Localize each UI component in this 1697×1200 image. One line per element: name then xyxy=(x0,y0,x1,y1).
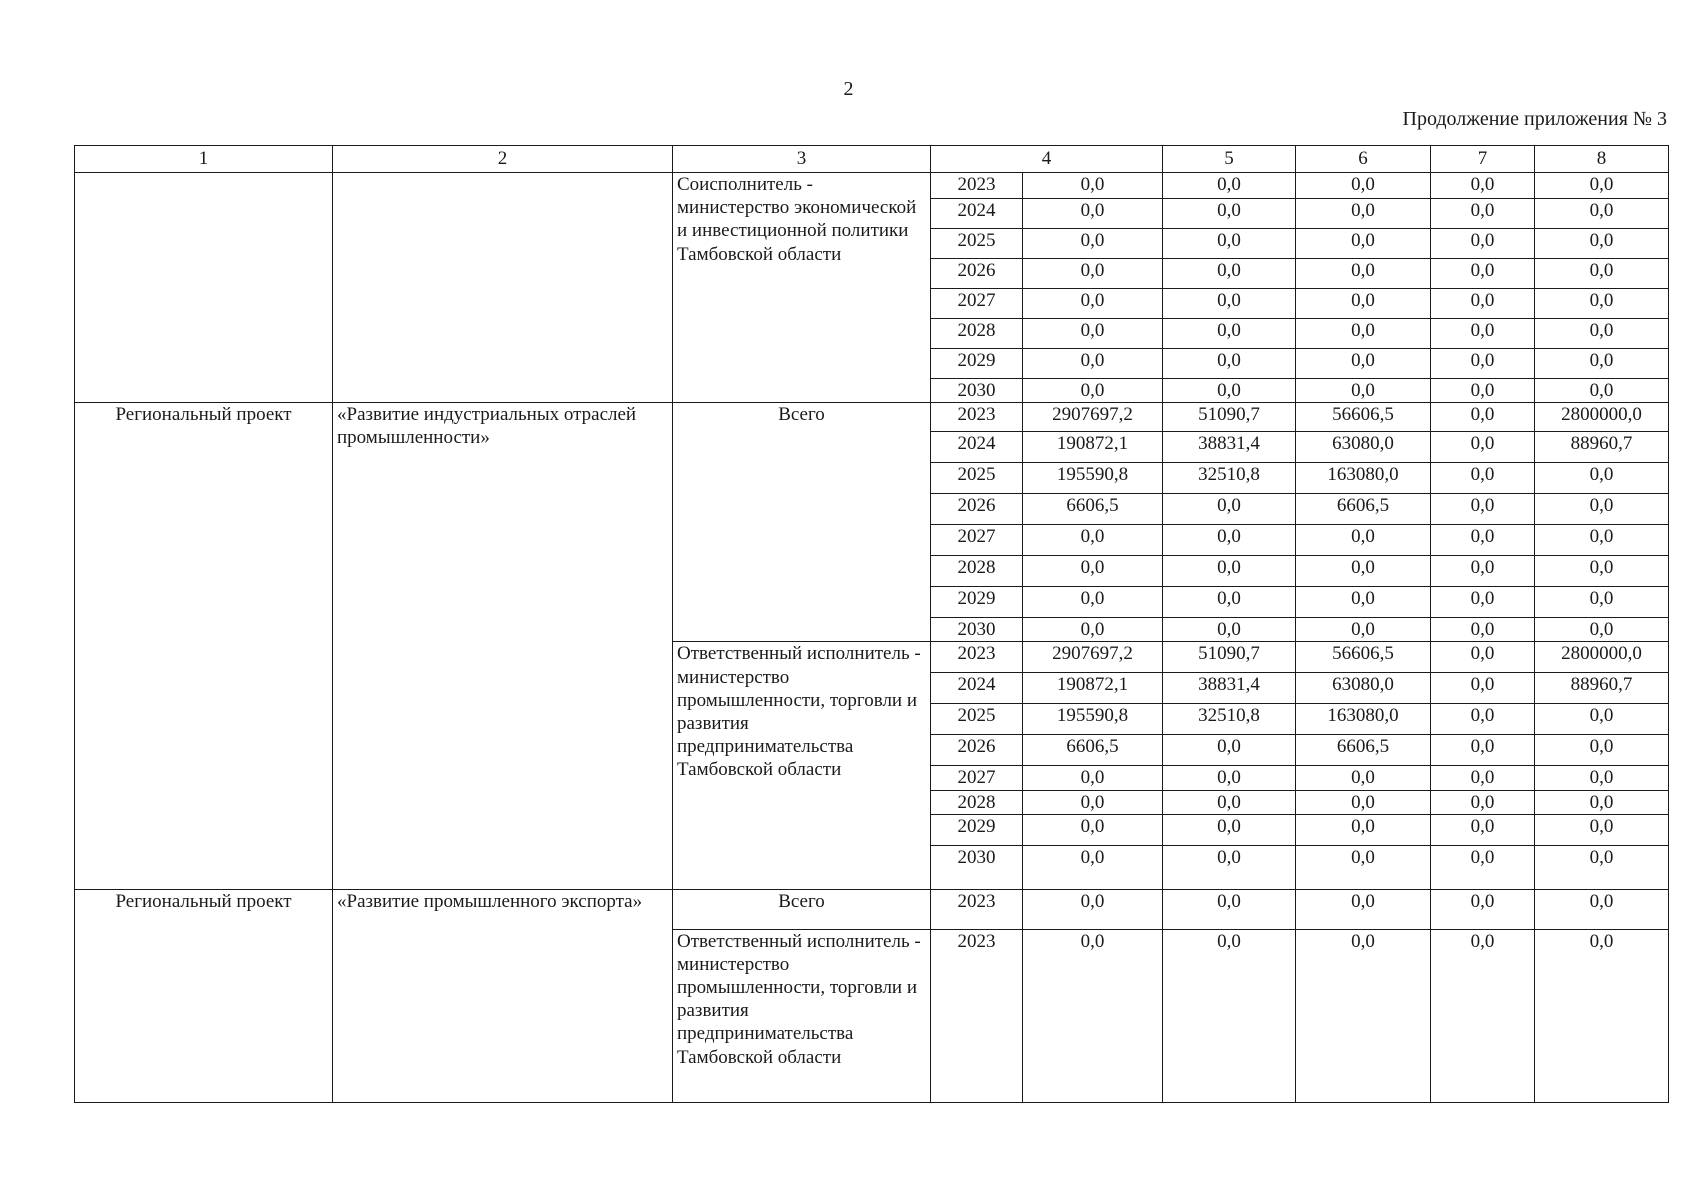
value-cell: 0,0 xyxy=(1296,587,1431,618)
value-cell: 0,0 xyxy=(1163,766,1296,790)
value-cell: 0,0 xyxy=(1163,735,1296,766)
value-cell: 0,0 xyxy=(1023,349,1163,379)
value-cell: 0,0 xyxy=(1296,556,1431,587)
value-cell: 0,0 xyxy=(1431,766,1535,790)
value-cell: 0,0 xyxy=(1163,618,1296,642)
value-cell: 0,0 xyxy=(1023,889,1163,929)
year-cell: 2023 xyxy=(931,929,1023,1102)
value-cell: 0,0 xyxy=(1163,814,1296,845)
year-cell: 2027 xyxy=(931,525,1023,556)
value-cell: 56606,5 xyxy=(1296,642,1431,673)
value-cell: 0,0 xyxy=(1296,319,1431,349)
value-cell: 2800000,0 xyxy=(1535,403,1669,432)
year-cell: 2023 xyxy=(931,642,1023,673)
project-type-cell xyxy=(75,173,333,403)
value-cell: 0,0 xyxy=(1163,889,1296,929)
value-cell: 0,0 xyxy=(1296,379,1431,403)
value-cell: 0,0 xyxy=(1431,403,1535,432)
year-cell: 2028 xyxy=(931,556,1023,587)
value-cell: 0,0 xyxy=(1163,525,1296,556)
value-cell: 0,0 xyxy=(1535,814,1669,845)
year-cell: 2029 xyxy=(931,814,1023,845)
value-cell: 38831,4 xyxy=(1163,432,1296,463)
value-cell: 0,0 xyxy=(1163,289,1296,319)
value-cell: 0,0 xyxy=(1163,494,1296,525)
year-cell: 2025 xyxy=(931,463,1023,494)
value-cell: 0,0 xyxy=(1431,889,1535,929)
value-cell: 0,0 xyxy=(1023,289,1163,319)
value-cell: 0,0 xyxy=(1431,587,1535,618)
year-cell: 2025 xyxy=(931,229,1023,259)
value-cell: 163080,0 xyxy=(1296,463,1431,494)
value-cell: 0,0 xyxy=(1431,229,1535,259)
value-cell: 0,0 xyxy=(1535,463,1669,494)
value-cell: 0,0 xyxy=(1163,587,1296,618)
value-cell: 32510,8 xyxy=(1163,704,1296,735)
executor-cell: Ответственный исполнитель - министерство промышленности, торговли и развития предпринимательства Тамбовской области xyxy=(673,642,931,889)
value-cell: 0,0 xyxy=(1535,845,1669,889)
value-cell: 0,0 xyxy=(1431,525,1535,556)
value-cell: 0,0 xyxy=(1431,735,1535,766)
value-cell: 0,0 xyxy=(1431,845,1535,889)
value-cell: 0,0 xyxy=(1023,259,1163,289)
budget-table xyxy=(74,145,1669,1103)
value-cell: 6606,5 xyxy=(1296,494,1431,525)
value-cell: 0,0 xyxy=(1023,556,1163,587)
header-cell: 5 xyxy=(1163,146,1296,173)
year-cell: 2029 xyxy=(931,587,1023,618)
value-cell: 2907697,2 xyxy=(1023,642,1163,673)
value-cell: 0,0 xyxy=(1163,929,1296,1102)
value-cell: 0,0 xyxy=(1296,229,1431,259)
year-cell: 2029 xyxy=(931,349,1023,379)
value-cell: 38831,4 xyxy=(1163,673,1296,704)
value-cell: 0,0 xyxy=(1163,790,1296,814)
value-cell: 0,0 xyxy=(1023,319,1163,349)
value-cell: 0,0 xyxy=(1431,432,1535,463)
value-cell: 0,0 xyxy=(1431,704,1535,735)
table-row xyxy=(75,889,1669,929)
header-cell: 7 xyxy=(1431,146,1535,173)
year-cell: 2030 xyxy=(931,379,1023,403)
value-cell: 0,0 xyxy=(1163,319,1296,349)
value-cell: 0,0 xyxy=(1431,618,1535,642)
project-name-cell xyxy=(333,173,673,403)
value-cell: 0,0 xyxy=(1296,790,1431,814)
value-cell: 195590,8 xyxy=(1023,704,1163,735)
value-cell: 0,0 xyxy=(1296,845,1431,889)
value-cell: 0,0 xyxy=(1431,199,1535,229)
value-cell: 0,0 xyxy=(1023,845,1163,889)
value-cell: 6606,5 xyxy=(1023,494,1163,525)
executor-cell: Всего xyxy=(673,403,931,642)
year-cell: 2023 xyxy=(931,173,1023,199)
value-cell: 0,0 xyxy=(1535,525,1669,556)
value-cell: 0,0 xyxy=(1535,587,1669,618)
value-cell: 0,0 xyxy=(1023,790,1163,814)
value-cell: 0,0 xyxy=(1023,379,1163,403)
value-cell: 88960,7 xyxy=(1535,432,1669,463)
table-row xyxy=(75,173,1669,199)
value-cell: 0,0 xyxy=(1535,289,1669,319)
header-cell: 2 xyxy=(333,146,673,173)
year-cell: 2027 xyxy=(931,766,1023,790)
value-cell: 0,0 xyxy=(1296,814,1431,845)
year-cell: 2023 xyxy=(931,403,1023,432)
header-cell: 6 xyxy=(1296,146,1431,173)
value-cell: 0,0 xyxy=(1535,229,1669,259)
value-cell: 0,0 xyxy=(1431,642,1535,673)
value-cell: 0,0 xyxy=(1163,259,1296,289)
value-cell: 0,0 xyxy=(1431,289,1535,319)
value-cell: 0,0 xyxy=(1431,173,1535,199)
value-cell: 0,0 xyxy=(1535,349,1669,379)
value-cell: 0,0 xyxy=(1535,199,1669,229)
value-cell: 0,0 xyxy=(1023,766,1163,790)
value-cell: 63080,0 xyxy=(1296,432,1431,463)
year-cell: 2025 xyxy=(931,704,1023,735)
value-cell: 0,0 xyxy=(1431,379,1535,403)
value-cell: 0,0 xyxy=(1296,349,1431,379)
value-cell: 0,0 xyxy=(1163,845,1296,889)
value-cell: 2800000,0 xyxy=(1535,642,1669,673)
project-type-cell: Региональный проект xyxy=(75,403,333,890)
year-cell: 2028 xyxy=(931,790,1023,814)
value-cell: 0,0 xyxy=(1535,259,1669,289)
value-cell: 0,0 xyxy=(1296,766,1431,790)
value-cell: 51090,7 xyxy=(1163,403,1296,432)
value-cell: 63080,0 xyxy=(1296,673,1431,704)
executor-cell: Ответственный исполнитель - министерство промышленности, торговли и развития предпринимательства Тамбовской области xyxy=(673,929,931,1102)
project-name-cell: «Развитие индустриальных отраслей промышленности» xyxy=(333,403,673,890)
value-cell: 0,0 xyxy=(1296,889,1431,929)
value-cell: 0,0 xyxy=(1296,525,1431,556)
year-cell: 2026 xyxy=(931,259,1023,289)
value-cell: 163080,0 xyxy=(1296,704,1431,735)
value-cell: 0,0 xyxy=(1163,556,1296,587)
value-cell: 0,0 xyxy=(1431,349,1535,379)
value-cell: 0,0 xyxy=(1023,618,1163,642)
header-cell: 4 xyxy=(931,146,1163,173)
year-cell: 2026 xyxy=(931,735,1023,766)
value-cell: 0,0 xyxy=(1431,319,1535,349)
value-cell: 0,0 xyxy=(1296,618,1431,642)
value-cell: 0,0 xyxy=(1163,349,1296,379)
year-cell: 2024 xyxy=(931,673,1023,704)
continuation-label: Продолжение приложения № 3 xyxy=(1402,108,1667,130)
value-cell: 0,0 xyxy=(1431,814,1535,845)
value-cell: 0,0 xyxy=(1535,790,1669,814)
table-row xyxy=(75,403,1669,432)
value-cell: 0,0 xyxy=(1535,379,1669,403)
value-cell: 88960,7 xyxy=(1535,673,1669,704)
value-cell: 6606,5 xyxy=(1023,735,1163,766)
value-cell: 0,0 xyxy=(1163,173,1296,199)
value-cell: 0,0 xyxy=(1296,199,1431,229)
value-cell: 0,0 xyxy=(1431,259,1535,289)
value-cell: 56606,5 xyxy=(1296,403,1431,432)
year-cell: 2024 xyxy=(931,432,1023,463)
value-cell: 0,0 xyxy=(1296,929,1431,1102)
value-cell: 0,0 xyxy=(1535,319,1669,349)
project-name-cell: «Развитие промышленного экспорта» xyxy=(333,889,673,1102)
executor-cell: Соисполнитель - министерство экономической и инвестиционной политики Тамбовской области xyxy=(673,173,931,403)
value-cell: 0,0 xyxy=(1023,814,1163,845)
value-cell: 0,0 xyxy=(1023,587,1163,618)
value-cell: 0,0 xyxy=(1535,173,1669,199)
page-number: 2 xyxy=(843,78,854,100)
year-cell: 2027 xyxy=(931,289,1023,319)
value-cell: 190872,1 xyxy=(1023,432,1163,463)
value-cell: 0,0 xyxy=(1535,704,1669,735)
value-cell: 195590,8 xyxy=(1023,463,1163,494)
year-cell: 2030 xyxy=(931,845,1023,889)
value-cell: 0,0 xyxy=(1431,463,1535,494)
header-cell: 1 xyxy=(75,146,333,173)
value-cell: 0,0 xyxy=(1431,673,1535,704)
value-cell: 0,0 xyxy=(1023,199,1163,229)
value-cell: 0,0 xyxy=(1163,199,1296,229)
year-cell: 2028 xyxy=(931,319,1023,349)
executor-cell: Всего xyxy=(673,889,931,929)
value-cell: 0,0 xyxy=(1431,556,1535,587)
value-cell: 0,0 xyxy=(1535,889,1669,929)
value-cell: 0,0 xyxy=(1296,259,1431,289)
value-cell: 51090,7 xyxy=(1163,642,1296,673)
header-cell: 8 xyxy=(1535,146,1669,173)
value-cell: 0,0 xyxy=(1023,525,1163,556)
value-cell: 0,0 xyxy=(1535,735,1669,766)
year-cell: 2026 xyxy=(931,494,1023,525)
value-cell: 0,0 xyxy=(1535,766,1669,790)
value-cell: 2907697,2 xyxy=(1023,403,1163,432)
value-cell: 0,0 xyxy=(1535,618,1669,642)
year-cell: 2023 xyxy=(931,889,1023,929)
value-cell: 0,0 xyxy=(1535,929,1669,1102)
value-cell: 6606,5 xyxy=(1296,735,1431,766)
value-cell: 0,0 xyxy=(1023,929,1163,1102)
project-type-cell: Региональный проект xyxy=(75,889,333,1102)
value-cell: 0,0 xyxy=(1163,379,1296,403)
header-cell: 3 xyxy=(673,146,931,173)
value-cell: 0,0 xyxy=(1431,929,1535,1102)
value-cell: 0,0 xyxy=(1023,229,1163,259)
value-cell: 190872,1 xyxy=(1023,673,1163,704)
value-cell: 0,0 xyxy=(1296,173,1431,199)
value-cell: 0,0 xyxy=(1163,229,1296,259)
value-cell: 0,0 xyxy=(1535,556,1669,587)
value-cell: 0,0 xyxy=(1023,173,1163,199)
year-cell: 2024 xyxy=(931,199,1023,229)
value-cell: 32510,8 xyxy=(1163,463,1296,494)
header-row xyxy=(75,146,1669,173)
value-cell: 0,0 xyxy=(1296,289,1431,319)
value-cell: 0,0 xyxy=(1431,494,1535,525)
value-cell: 0,0 xyxy=(1431,790,1535,814)
value-cell: 0,0 xyxy=(1535,494,1669,525)
year-cell: 2030 xyxy=(931,618,1023,642)
